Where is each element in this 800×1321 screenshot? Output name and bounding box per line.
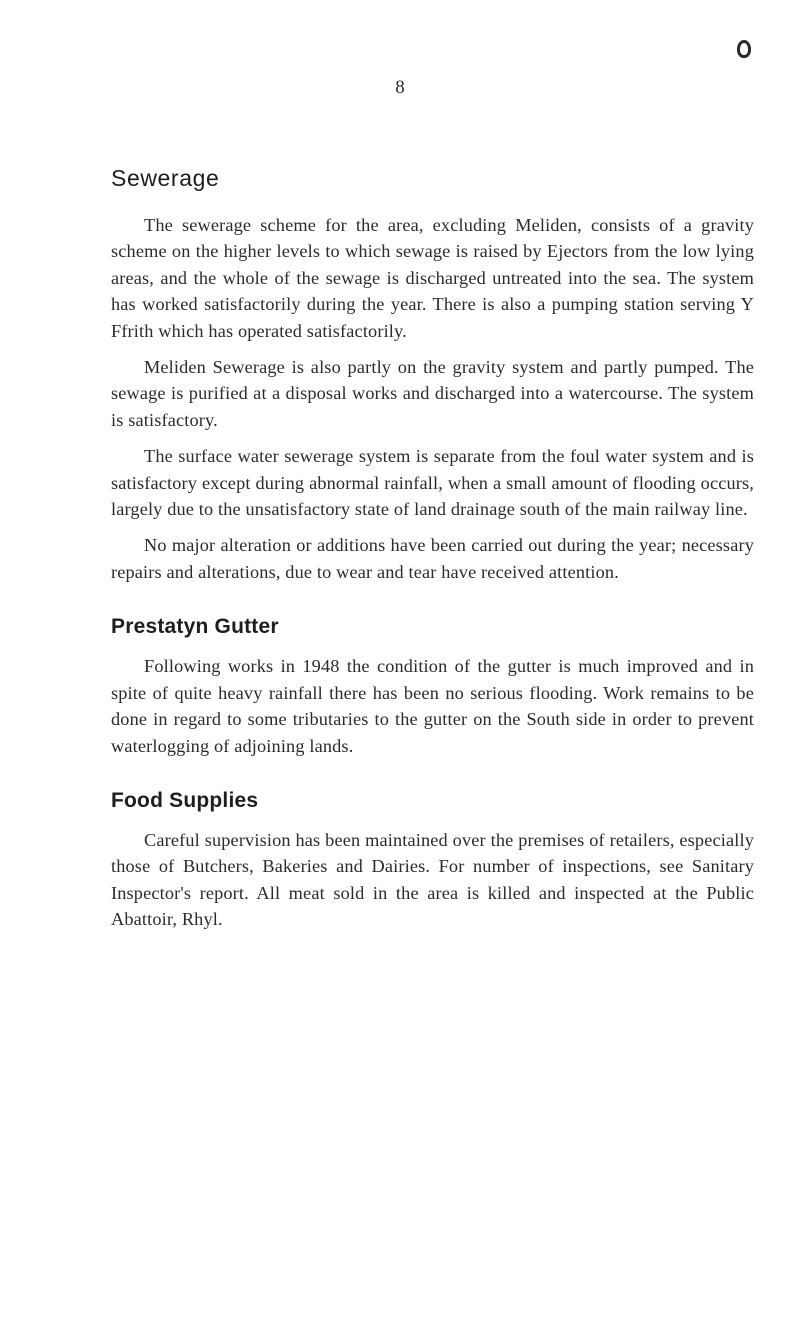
page-number: 8 (395, 77, 405, 98)
heading-prestatyn-gutter: Prestatyn Gutter (111, 615, 279, 639)
gutter-paragraph-1: Following works in 1948 the condition of the gutter is much improved and in spite of quite heavy rainfall there has been no serious flooding. Work remains to be done in regard to some tributaries to the gutter on the South side in order to prevent waterlogging of adjoining lands. (111, 656, 754, 756)
document-body (111, 165, 754, 933)
food-paragraph-1: Careful supervision has been maintained over the premises of retailers, especially those of Butchers, Bakeries and Dairies. For number of inspections, see Sanitary Inspector's report. All meat sold in the area is killed and inspected at the Public Abattoir, Rhyl. (111, 829, 754, 930)
corner-mark-icon (737, 40, 751, 58)
sewerage-paragraph-2: Meliden Sewerage is also partly on the gravity system and partly pumped. The sewage is purified at a disposal works and discharged into a watercourse. The system is satisfactory. (111, 357, 754, 430)
heading-sewerage: Sewerage (111, 165, 220, 191)
heading-food-supplies: Food Supplies (111, 788, 259, 812)
sewerage-paragraph-1: The sewerage scheme for the area, excluding Meliden, consists of a gravity scheme on the higher levels to which sewage is raised by Ejectors from the low lying areas, and the whole of the sewage is discharged untreated into the sea. The system has worked satisfactorily during the year. There is also a pumping station serving Y Ffrith which has operated satisfactorily. (111, 215, 754, 341)
sewerage-paragraph-3: The surface water sewerage system is separate from the foul water system and is satisfactory except during abnormal rainfall, when a small amount of flooding occurs, largely due to the unsatisfactory state of land drainage south of the main railway line. (111, 446, 754, 520)
sewerage-paragraph-4: No major alteration or additions have been carried out during the year; necessary repairs and alterations, due to wear and tear have received attention. (111, 535, 754, 582)
